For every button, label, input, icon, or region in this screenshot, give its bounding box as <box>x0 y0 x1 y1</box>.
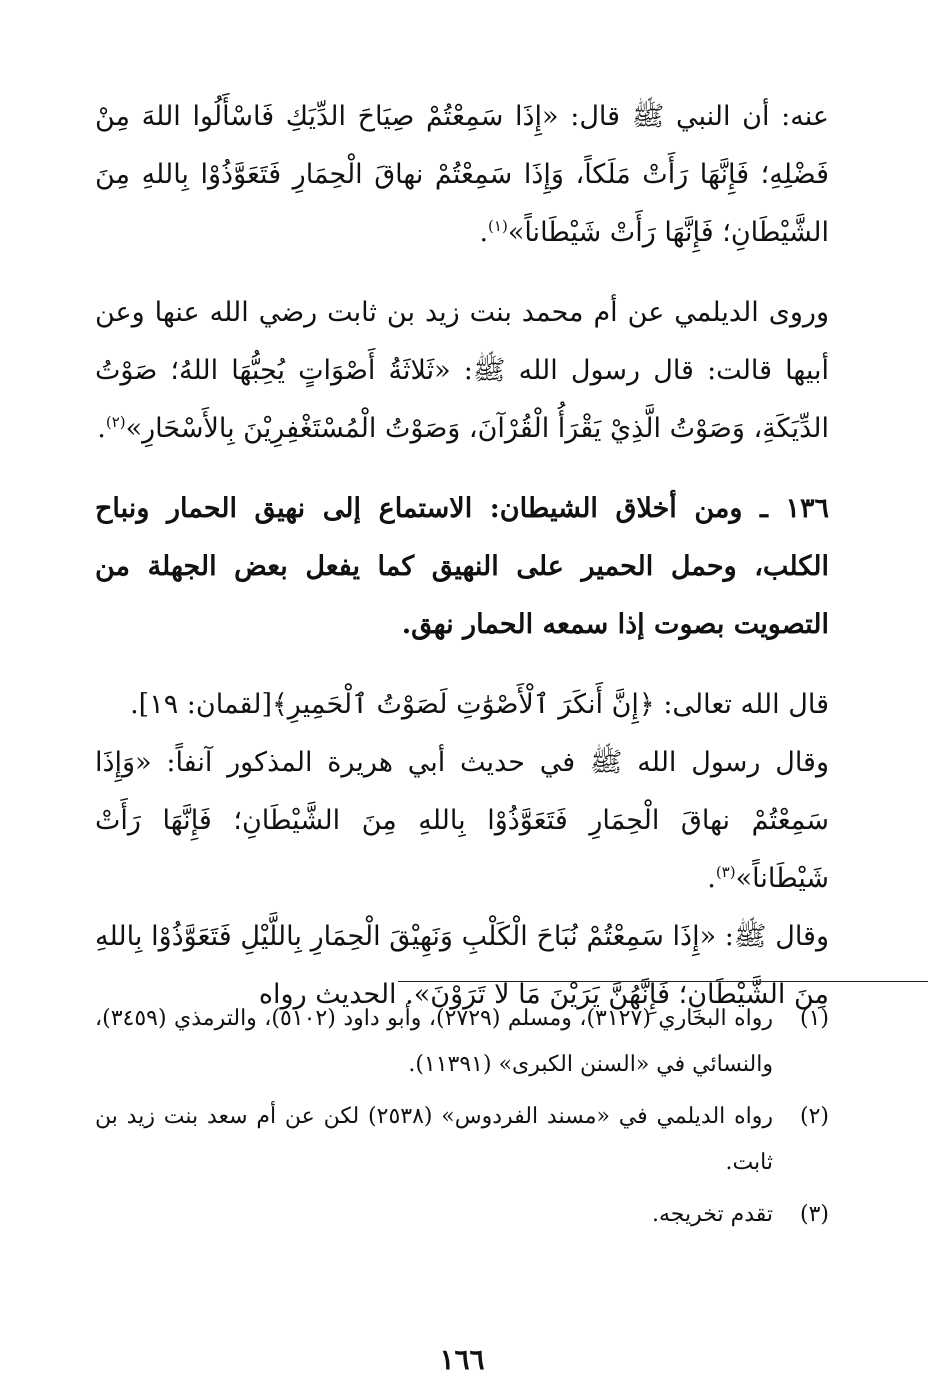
footnote-number: (٣) <box>799 1202 829 1227</box>
footnote-number: (٢) <box>799 1104 829 1129</box>
footnote-number: (١) <box>799 1006 829 1031</box>
footnote-text: تقدم تخريجه. <box>652 1202 773 1227</box>
paragraph-end: . <box>479 217 489 248</box>
footnote-text: رواه البخاري (٣١٢٧)، ومسلم (٢٧٢٩)، وأبو داود (٥١٠٢)، والترمذي (٣٤٥٩)، والنسائي في «السنن الكبرى» (١١٣٩١). <box>95 1006 773 1077</box>
heading-text: ١٣٦ ـ ومن أخلاق الشيطان: الاستماع إلى نهيق الحمار ونباح الكلب، وحمل الحمير على النهيق كما يفعل بعض الجهلة من التصويت بصوت إذا سمعه الحمار نهق. <box>95 493 829 640</box>
footnote-divider <box>398 981 928 982</box>
footnote-ref-3[interactable]: (٣) <box>715 863 736 881</box>
footnote-2 <box>95 1094 829 1186</box>
footnote-ref-2[interactable]: (٢) <box>105 413 126 431</box>
paragraph-text: عنه: أن النبي ﷺ قال: «إِذَا سَمِعْتُمْ صِيَاحَ الدِّيَكِ فَاسْأَلُوا اللهَ مِنْ فَضْلِهِ؛ فَإِنَّهَا رَأَتْ مَلَكاً، وَإِذَا سَمِعْتُمْ نهاقَ الْحِمَارِ فَتَعَوَّذُوْا بِاللهِ مِنَ الشَّيْطَانِ؛ فَإِنَّهَا رَأَتْ شَيْطَاناً» <box>95 101 829 248</box>
paragraph-end: . <box>97 413 106 444</box>
paragraph-abu-hurairah <box>95 734 829 908</box>
footnote-ref-1[interactable]: (١) <box>488 217 508 235</box>
footnote-text: رواه الديلمي في «مسند الفردوس» (٢٥٣٨) لكن عن أم سعد بنت زيد بن ثابت. <box>95 1104 773 1175</box>
section-heading-136 <box>95 480 829 654</box>
footnote-3 <box>95 1192 829 1238</box>
paragraph-quran-verse <box>95 676 829 734</box>
footnotes <box>95 996 829 1244</box>
paragraph-text: وقال رسول الله ﷺ في حديث أبي هريرة المذكور آنفاً: «وَإِذَا سَمِعْتُمْ نهاقَ الْحِمَارِ فَتَعَوَّذُوْا بِاللهِ مِنَ الشَّيْطَانِ؛ فَإِنَّهَا رَأَتْ شَيْطَاناً» <box>95 747 829 894</box>
paragraph-text: وقال ﷺ: «إِذَا سَمِعْتُمْ نُبَاحَ الْكَلْبِ وَنَهِيْقَ الْحِمَارِ بِاللَّيْلِ فَتَعَوَّذُوْا بِاللهِ مِنَ الشَّيْطَانِ؛ فَإِنَّهُنَّ يَرَيْنَ مَا لا تَرَوْنَ». الحديث رواه <box>95 921 829 1010</box>
paragraph-end: . <box>707 863 716 894</box>
page-number: ١٦٦ <box>439 1343 485 1376</box>
paragraph-text: وروى الديلمي عن أم محمد بنت زيد بن ثابت رضي الله عنها وعن أبيها قالت: قال رسول الله ﷺ: «ثَلاثَةُ أَصْوَاتٍ يُحِبُّهَا اللهُ؛ صَوْتُ الدِّيَكَةِ، وَصَوْتُ الَّذِيْ يَقْرَأُ الْقُرْآنَ، وَصَوْتُ الْمُسْتَغْفِرِيْنَ بِالأَسْحَارِ» <box>95 297 829 444</box>
page-body <box>95 88 829 1375</box>
paragraph-dailami-narration <box>95 284 829 458</box>
paragraph-text: قال الله تعالى: ﴿إِنَّ أَنكَرَ ٱلْأَصْوَٰتِ لَصَوْتُ ٱلْحَمِيرِ﴾[لقمان: ١٩]. <box>130 689 829 720</box>
footnote-1 <box>95 996 829 1088</box>
paragraph-hadith-rooster <box>95 88 829 262</box>
